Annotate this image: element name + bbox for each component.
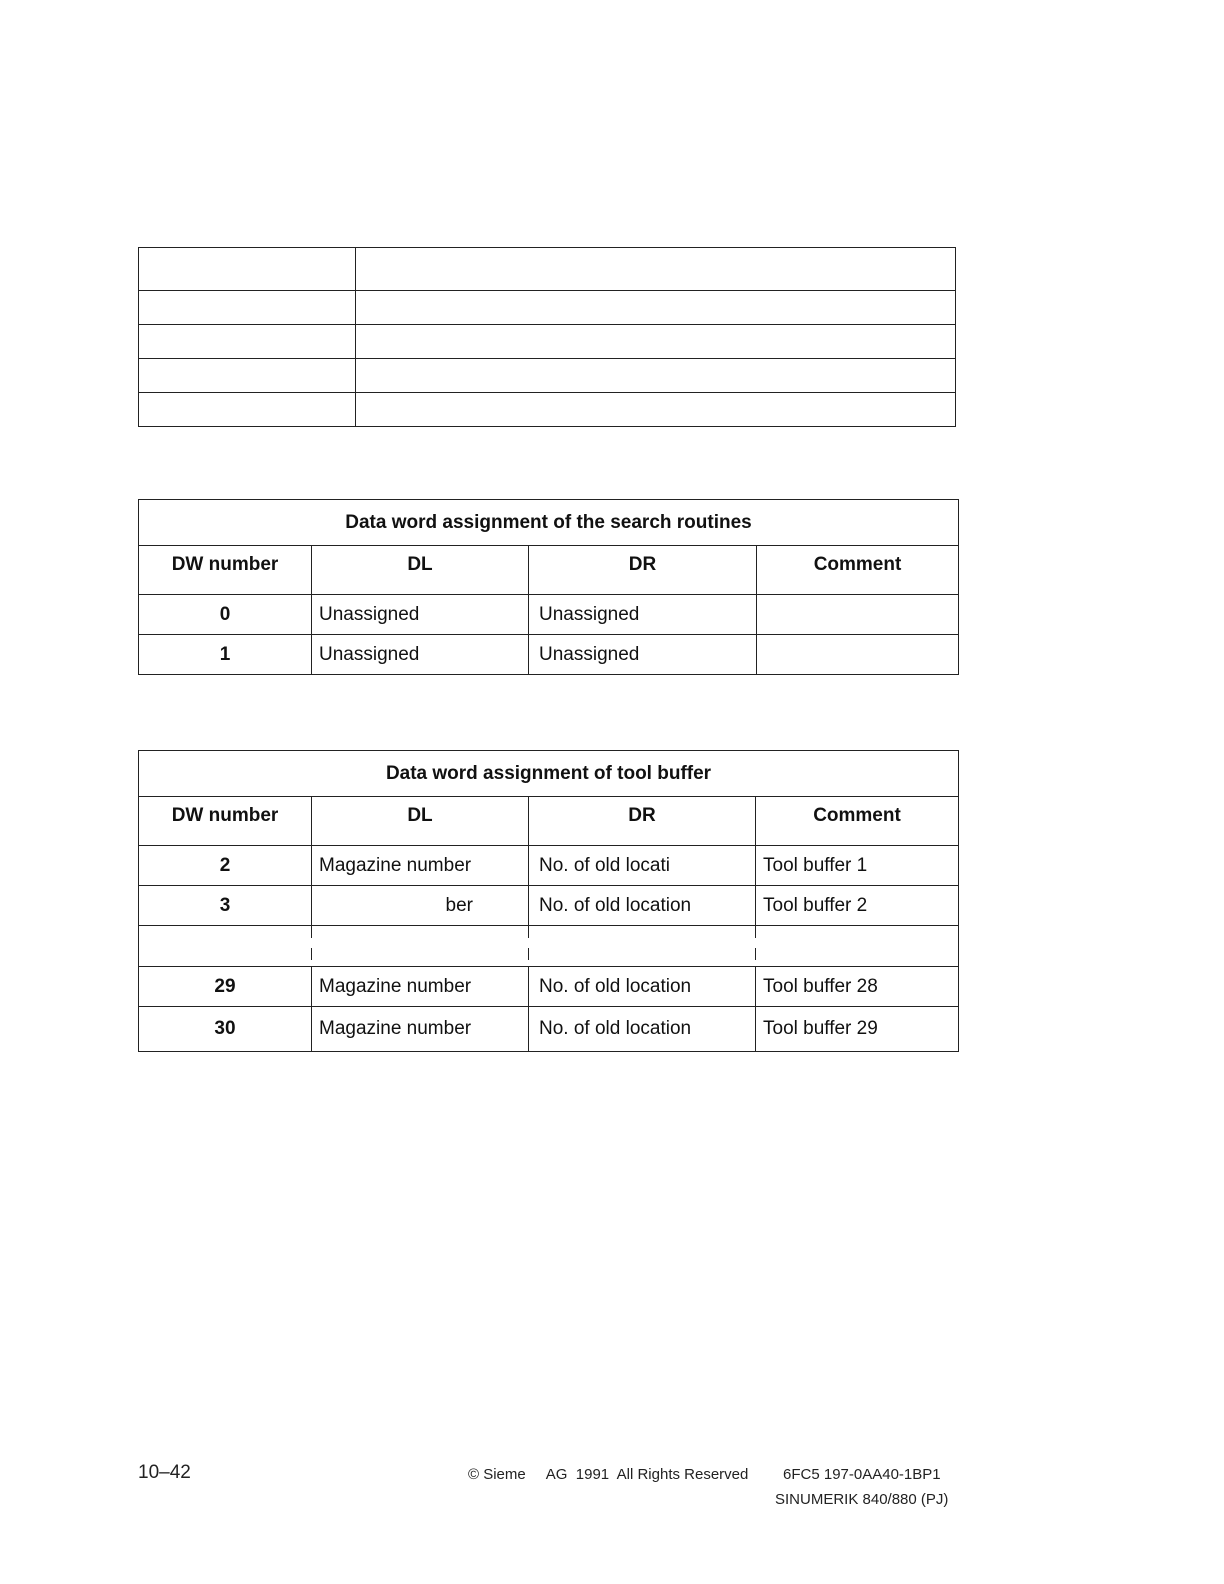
dw-cell: 30 — [139, 1007, 312, 1052]
table-row — [139, 886, 959, 926]
comment-cell — [757, 635, 959, 675]
dw-cell: 0 — [139, 595, 312, 635]
dw-cell: 29 — [139, 967, 312, 1007]
dr-cell: No. of old location — [529, 967, 756, 1007]
tool-buffer-table — [138, 750, 959, 1052]
dl-cell: Magazine number — [312, 1007, 529, 1052]
header-dr: DR — [529, 546, 757, 595]
divider-tick — [311, 948, 313, 960]
divider-tick — [528, 926, 530, 938]
comment-cell: Tool buffer 2 — [756, 886, 959, 926]
dl-cell: Unassigned — [312, 635, 529, 675]
empty-table — [138, 247, 956, 427]
table-row — [139, 595, 959, 635]
product-name: SINUMERIK 840/880 (PJ) — [775, 1491, 949, 1508]
divider-tick — [755, 926, 757, 938]
dl-cell: ber — [312, 886, 529, 926]
dr-cell: No. of old locati — [529, 846, 756, 886]
header-dw-number: DW number — [139, 546, 312, 595]
divider-tick — [755, 948, 757, 960]
page-number: 10–42 — [138, 1462, 191, 1483]
comment-cell: Tool buffer 29 — [756, 1007, 959, 1052]
table-row — [139, 967, 959, 1007]
header-dr: DR — [529, 797, 756, 846]
dw-cell: 2 — [139, 846, 312, 886]
table-row — [139, 1007, 959, 1052]
dl-cell: Unassigned — [312, 595, 529, 635]
search-routines-table — [138, 499, 959, 675]
dr-cell: No. of old location — [529, 1007, 756, 1052]
table-title: Data word assignment of the search routines — [139, 500, 959, 546]
table-title: Data word assignment of tool buffer — [139, 751, 959, 797]
copyright-notice: © Sieme AG 1991 All Rights Reserved — [468, 1466, 749, 1483]
header-dw-number: DW number — [139, 797, 312, 846]
header-dl: DL — [312, 797, 529, 846]
document-number: 6FC5 197-0AA40-1BP1 — [783, 1466, 941, 1483]
dr-cell: No. of old location — [529, 886, 756, 926]
dl-cell: Magazine number — [312, 967, 529, 1007]
ellipsis-row — [139, 926, 959, 967]
table-row — [139, 846, 959, 886]
dr-cell: Unassigned — [529, 635, 757, 675]
dw-cell: 3 — [139, 886, 312, 926]
header-comment: Comment — [757, 546, 959, 595]
header-comment: Comment — [756, 797, 959, 846]
table-row — [139, 635, 959, 675]
dl-cell: Magazine number — [312, 846, 529, 886]
header-dl: DL — [312, 546, 529, 595]
comment-cell: Tool buffer 1 — [756, 846, 959, 886]
comment-cell: Tool buffer 28 — [756, 967, 959, 1007]
dr-cell: Unassigned — [529, 595, 757, 635]
comment-cell — [757, 595, 959, 635]
divider-tick — [311, 926, 313, 938]
dw-cell: 1 — [139, 635, 312, 675]
divider-tick — [528, 948, 530, 960]
